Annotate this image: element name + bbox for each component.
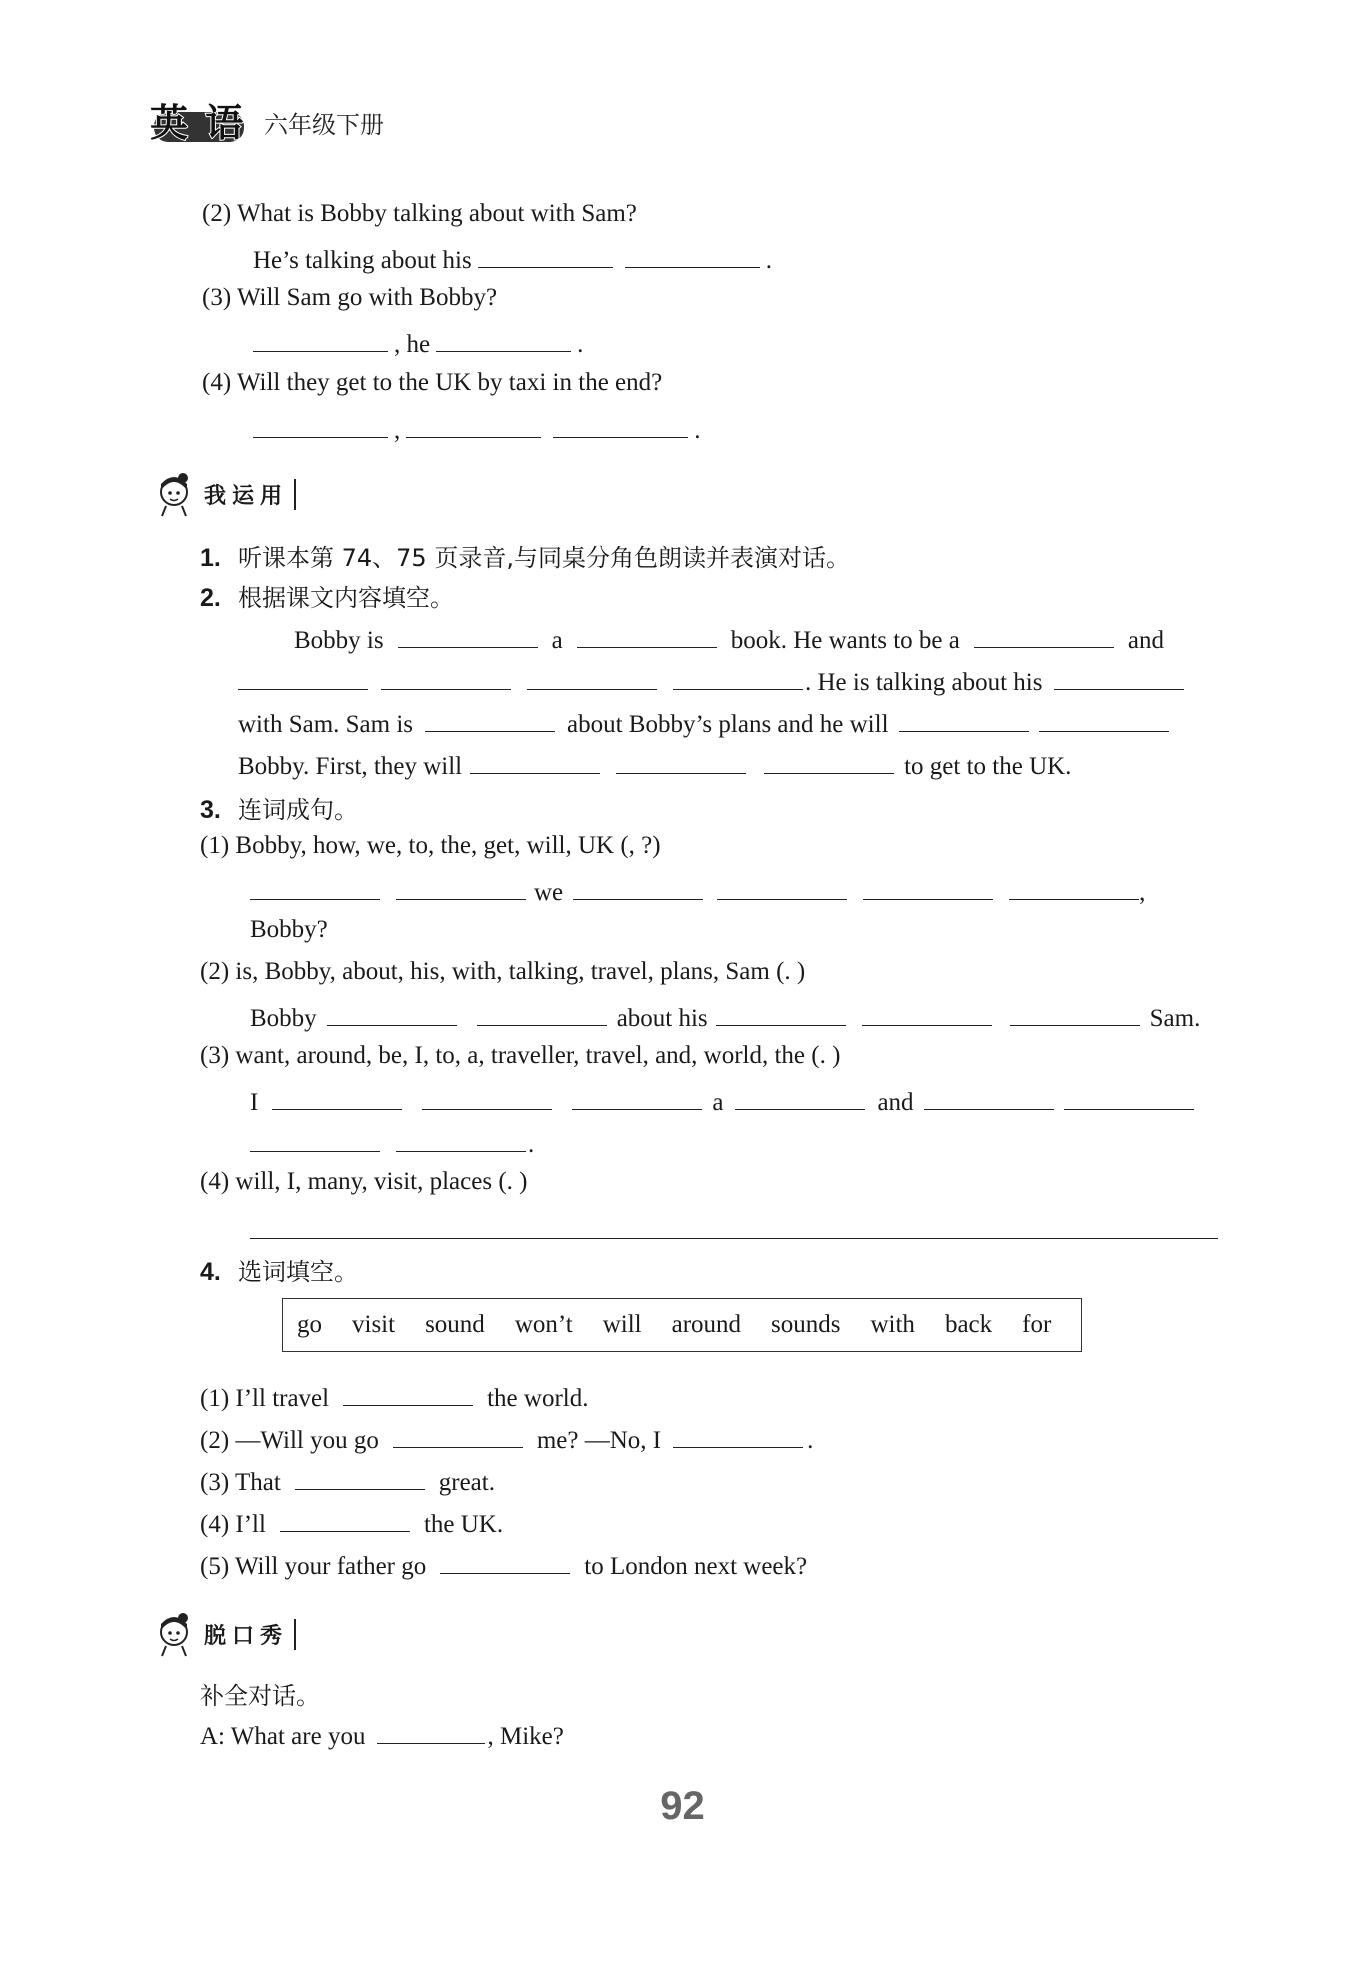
word-bank-item: sounds	[771, 1311, 841, 1338]
word-bank-box	[282, 1298, 1082, 1352]
girl-mascot-icon	[150, 470, 198, 518]
answer-blank[interactable]	[899, 706, 1029, 732]
talk-instruction: 补全对话。	[200, 1682, 320, 1710]
task-1: 1. 听课本第 74、75 页录音,与同桌分角色朗读并表演对话。	[200, 544, 850, 572]
word-bank-item: with	[870, 1311, 915, 1338]
page-number: 92	[660, 1784, 705, 1828]
fill-line-3: with Sam. Sam is about Bobby’s plans and he will	[238, 706, 1169, 739]
answer-blank[interactable]	[253, 326, 388, 352]
answer-blank[interactable]	[250, 1126, 380, 1152]
answer-blank[interactable]	[343, 1380, 473, 1406]
answer-blank[interactable]	[673, 1422, 803, 1448]
reorder-q4-answer-line[interactable]	[250, 1238, 1218, 1239]
choose-q4: (4) I’ll the UK.	[200, 1506, 503, 1539]
answer-blank[interactable]	[422, 1084, 552, 1110]
answer-blank[interactable]	[735, 1084, 865, 1110]
answer-blank[interactable]	[250, 874, 380, 900]
prev-q3-answer: , he .	[247, 326, 583, 359]
reorder-q3: (3) want, around, be, I, to, a, traveller, travel, and, world, the (. )	[200, 1042, 841, 1069]
prev-q4-answer: , .	[247, 412, 701, 445]
reorder-q1: (1) Bobby, how, we, to, the, get, will, UK (, ?)	[200, 832, 661, 859]
word-bank-item: will	[602, 1311, 642, 1338]
talk-line-a: A: What are you , Mike?	[200, 1718, 564, 1751]
choose-q3: (3) That great.	[200, 1464, 495, 1497]
answer-blank[interactable]	[295, 1464, 425, 1490]
answer-blank[interactable]	[478, 242, 613, 268]
prev-q4: (4) Will they get to the UK by taxi in the end?	[202, 369, 663, 396]
word-bank-item: visit	[352, 1311, 396, 1338]
fill-line-4: Bobby. First, they will to get to the UK.	[238, 748, 1071, 781]
answer-blank[interactable]	[862, 1000, 992, 1026]
answer-blank[interactable]	[1009, 874, 1139, 900]
answer-blank[interactable]	[1064, 1084, 1194, 1110]
answer-blank[interactable]	[527, 664, 657, 690]
answer-blank[interactable]	[398, 622, 538, 648]
reorder-q3-answer-cont: .	[250, 1126, 534, 1159]
word-bank-item: go	[297, 1311, 322, 1338]
answer-blank[interactable]	[1010, 1000, 1140, 1026]
answer-blank[interactable]	[974, 622, 1114, 648]
answer-blank[interactable]	[1039, 706, 1169, 732]
answer-blank[interactable]	[238, 664, 368, 690]
answer-blank[interactable]	[924, 1084, 1054, 1110]
page-header	[150, 92, 384, 146]
task-2: 2. 根据课文内容填空。	[200, 584, 454, 612]
choose-q2: (2) —Will you go me? —No, I .	[200, 1422, 813, 1455]
answer-blank[interactable]	[406, 412, 541, 438]
answer-blank[interactable]	[381, 664, 511, 690]
answer-blank[interactable]	[377, 1718, 485, 1744]
answer-blank[interactable]	[396, 1126, 526, 1152]
answer-blank[interactable]	[717, 874, 847, 900]
answer-blank[interactable]	[573, 874, 703, 900]
answer-blank[interactable]	[440, 1548, 570, 1574]
answer-blank[interactable]	[1054, 664, 1184, 690]
reorder-q2-answer: Bobby about his Sam.	[250, 1000, 1200, 1033]
answer-blank[interactable]	[425, 706, 555, 732]
prev-q2: (2) What is Bobby talking about with Sam?	[202, 200, 637, 227]
grade-label: 六年级下册	[264, 111, 384, 139]
reorder-q3-answer: I a and	[250, 1084, 1194, 1117]
answer-blank[interactable]	[577, 622, 717, 648]
answer-blank[interactable]	[436, 326, 571, 352]
answer-blank[interactable]	[253, 412, 388, 438]
section-talk-header	[150, 1610, 296, 1658]
answer-blank[interactable]	[716, 1000, 846, 1026]
word-bank-item: for	[1022, 1311, 1052, 1338]
word-bank-item: back	[944, 1311, 993, 1338]
answer-blank[interactable]	[863, 874, 993, 900]
answer-blank[interactable]	[572, 1084, 702, 1110]
fill-line-1: Bobby is a book. He wants to be a and	[294, 622, 1164, 655]
subject-badge	[150, 92, 250, 146]
section-use-title: 我运用	[204, 479, 296, 510]
answer-blank[interactable]	[673, 664, 803, 690]
reorder-q4: (4) will, I, many, visit, places (. )	[200, 1168, 528, 1195]
reorder-q1-end: Bobby?	[250, 916, 328, 943]
word-bank-item: around	[671, 1311, 742, 1338]
choose-q5: (5) Will your father go to London next week?	[200, 1548, 807, 1581]
word-bank-item: won’t	[514, 1311, 573, 1338]
answer-blank[interactable]	[393, 1422, 523, 1448]
answer-blank[interactable]	[396, 874, 526, 900]
word-bank-item: sound	[425, 1311, 485, 1338]
girl-mascot-icon	[150, 1610, 198, 1658]
choose-q1: (1) I’ll travel the world.	[200, 1380, 588, 1413]
answer-blank[interactable]	[764, 748, 894, 774]
answer-blank[interactable]	[625, 242, 760, 268]
answer-blank[interactable]	[327, 1000, 457, 1026]
answer-blank[interactable]	[470, 748, 600, 774]
prev-q3: (3) Will Sam go with Bobby?	[202, 284, 498, 311]
answer-blank[interactable]	[553, 412, 688, 438]
fill-line-2: . He is talking about his	[238, 664, 1184, 697]
answer-blank[interactable]	[272, 1084, 402, 1110]
subject-title: 英 语	[150, 101, 246, 145]
answer-blank[interactable]	[477, 1000, 607, 1026]
section-use-header	[150, 470, 296, 518]
task-3: 3. 连词成句。	[200, 796, 358, 824]
answer-blank[interactable]	[280, 1506, 410, 1532]
section-talk-title: 脱口秀	[204, 1619, 296, 1650]
reorder-q1-answer: we ,	[250, 874, 1145, 907]
reorder-q2: (2) is, Bobby, about, his, with, talking, travel, plans, Sam (. )	[200, 958, 806, 985]
prev-q2-answer: He’s talking about his .	[253, 242, 772, 275]
answer-blank[interactable]	[616, 748, 746, 774]
task-4: 4. 选词填空。	[200, 1258, 358, 1286]
